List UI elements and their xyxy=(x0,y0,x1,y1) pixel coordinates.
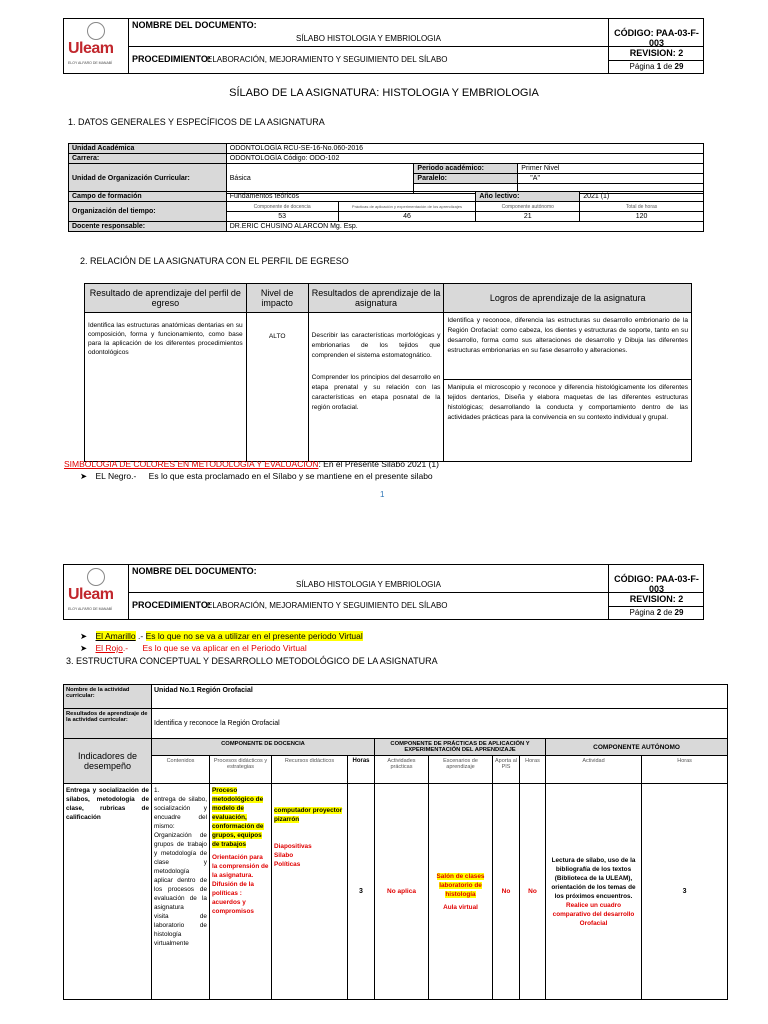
resources-yellow: computador proyector pizarrón xyxy=(274,807,343,823)
indicators-header: Indicadores de desempeño xyxy=(64,739,152,784)
anio-label: Año lectivo: xyxy=(476,192,580,202)
org-label: Unidad de Organización Curricular: xyxy=(69,164,227,194)
practical-activities-header: Actividades prácticas xyxy=(375,756,429,784)
profile-col4-header: Logros de aprendizaje de la asignatura xyxy=(444,284,692,313)
profile-table xyxy=(84,283,692,462)
hours2-header: Horas xyxy=(520,756,546,784)
practice-component-header: COMPONENTE DE PRÁCTICAS DE APLICACIÓN Y EXPERIMENTACIÓN DEL APRENDIZAJE xyxy=(375,739,546,756)
doc-code: CÓDIGO: PAA-03-F-003 xyxy=(609,565,704,593)
tiempo-label: Organización del tiempo: xyxy=(69,202,227,222)
symbology-rest: : En el Presente Silabo 2021 (1) xyxy=(318,459,439,469)
page-number-footer: 1 xyxy=(380,490,385,499)
scenarios-red: Aula virtual xyxy=(443,903,478,911)
amarillo-text: Es lo que no se va a utilizar en el presente periodo Virtual xyxy=(145,631,363,641)
campo-value: Fundamentos teóricos xyxy=(226,192,476,202)
revision: REVISION: 2 xyxy=(609,593,704,607)
amarillo-label: El Amarillo xyxy=(95,631,136,641)
activity-header: Actividad xyxy=(546,756,642,784)
structure-table xyxy=(63,684,728,1000)
scenarios-cell xyxy=(429,784,493,1000)
procedure-label: PROCEDIMIENTO: xyxy=(132,600,211,610)
horas-autonomo: 21 xyxy=(476,212,580,222)
doc-name-value: SÍLABO HISTOLOGIA Y EMBRIOLOGIA xyxy=(296,580,441,589)
negro-line xyxy=(80,471,433,482)
page-indicator: Página 2 de 29 xyxy=(629,608,684,617)
activity-results-value: Identifica y reconoce la Región Orofacial xyxy=(152,709,728,739)
logo-brand: Uleam xyxy=(68,586,114,603)
profile-col1-header: Resultado de aprendizaje del perfil de egreso xyxy=(85,284,247,313)
uleam-logo xyxy=(64,19,129,73)
processes-cell xyxy=(210,784,272,1000)
procedure-label: PROCEDIMIENTO: xyxy=(132,54,211,64)
activity-name-value: Unidad No.1 Región Orofacial xyxy=(152,685,728,709)
page1-header xyxy=(63,18,704,74)
teaching-component-header: COMPONENTE DE DOCENCIA xyxy=(152,739,375,756)
procedure-value: ELABORACIÓN, MEJORAMIENTO Y SEGUIMIENTO DEL SÍLABO xyxy=(207,55,448,64)
hours3-header: Horas xyxy=(642,756,728,784)
section2-heading: 2. RELACIÓN DE LA ASIGNATURA CON EL PERFIL DE EGRESO xyxy=(80,256,349,266)
processes-header: Procesos didácticos y estrategias xyxy=(210,756,272,784)
pis-value: No xyxy=(493,784,520,1000)
paralelo-label: Paralelo: xyxy=(414,174,518,184)
scenarios-yellow: Salón de clases laboratorio de histología xyxy=(436,872,485,898)
anio-value: 2021 (1) xyxy=(580,192,704,202)
achievement-1: Identifica y reconoce, diferencia las estructuras su desarrollo embrionario de la Región Orofacial: como cabeza, los dientes y estructuras de soporte, tanto en su desarrollo, forma como sus alteraciones de desarrollo y Dibuja las diferentes estructuras embrionarias en su fase desarrollo y alteraciones. xyxy=(444,313,692,380)
resources-red: Diapositivas Silabo Políticas xyxy=(274,843,312,868)
horas-docencia: 53 xyxy=(226,212,338,222)
contents-text: 1. entrega de silabo, socialización y encuadre del mismo: Organización de grupos de trabajo y metodología de clase y metodología aplicar dentro de los procesos de evaluación de la asignatura visita de laboratorio de histología virtualmente xyxy=(152,784,210,1000)
profile-col3-header: Resultados de aprendizaje de la asignatura xyxy=(308,284,444,313)
comp-practicas-header: Prácticas de aplicación y experimentación de los aprendizajes xyxy=(338,202,476,212)
activity-name-label: Nombre de la actividad curricular: xyxy=(64,685,152,709)
syllabus-title: SÍLABO DE LA ASIGNATURA: HISTOLOGIA Y EMBRIOLOGIA xyxy=(229,87,539,99)
negro-label: EL Negro.- xyxy=(95,471,137,481)
comp-autonomo-header: Componente autónomo xyxy=(476,202,580,212)
docente-value: DR.ERIC CHUSINO ALARCON Mg. Esp. xyxy=(226,222,703,232)
section3-heading: 3. ESTRUCTURA CONCEPTUAL Y DESARROLLO METODOLÓGICO DE LA ASIGNATURA xyxy=(66,656,438,666)
campo-label: Campo de formación xyxy=(69,192,227,202)
horas-practicas: 46 xyxy=(338,212,476,222)
resources-header: Recursos didácticos xyxy=(272,756,348,784)
doc-code: CÓDIGO: PAA-03-F-003 xyxy=(609,19,704,47)
symbology-line xyxy=(64,459,439,469)
carrera-value: ODONTOLOGÍA Código: ODO-102 xyxy=(226,154,703,164)
processes-red: Orientación para la comprensión de la asignatura. Difusión de la políticas : acuerdos y compromisos xyxy=(212,854,269,915)
docente-label: Docente responsable: xyxy=(69,222,227,232)
university-emblem-icon xyxy=(87,568,105,586)
unidad-label: Unidad Académica xyxy=(69,144,227,154)
carrera-label: Carrera: xyxy=(69,154,227,164)
impact-level: ALTO xyxy=(246,313,308,462)
arrow-bullet-icon: ➤ xyxy=(80,643,88,653)
page2-header xyxy=(63,564,704,620)
uleam-logo xyxy=(64,565,129,619)
achievement-2: Manipula el microscopio y reconoce y diferencia histológicamente los diferentes tejidos dentarios, Diseña y elabora maquetas de las diferentes estructuras histológicas; desarrollando la conducta y comportamiento dentro de las actividades prácticas para la convivencia en su contexto individual y grupal. xyxy=(444,380,692,462)
negro-text: Es lo que esta proclamado en el Sílabo y se mantiene en el presente silabo xyxy=(148,471,433,481)
time-org-table xyxy=(68,191,704,232)
processes-yellow: Proceso metodológico de modelo de evaluación, conformación de grupos, equipos de trabajos xyxy=(212,787,264,848)
doc-name-label: NOMBRE DEL DOCUMENTO: xyxy=(132,20,257,30)
indicator-text: Entrega y socialización de sílabos, metodología de clase, rubricas de calificación xyxy=(64,784,152,1000)
revision: REVISION: 2 xyxy=(609,47,704,61)
logo-subtitle: ELOY ALFARO DE MANABÍ xyxy=(68,61,113,65)
section1-heading: 1. DATOS GENERALES Y ESPECÍFICOS DE LA ASIGNATURA xyxy=(68,117,325,127)
amarillo-line: ➤ El Amarillo .- Es lo que no se va a utilizar en el presente periodo Virtual xyxy=(80,631,363,641)
comp-docencia-header: Componente de docencia xyxy=(226,202,338,212)
unidad-value: ODONTOLOGÍA RCU-SE-16-No.060-2016 xyxy=(226,144,703,154)
course-result-2: Comprender los principios del desarrollo en etapa prenatal y su relación con las características en etapa posnatal de la región orofacial. xyxy=(311,374,441,411)
page-indicator: Página 1 de 29 xyxy=(629,62,684,71)
hours-value: 3 xyxy=(348,784,375,1000)
paralelo-value: "A" xyxy=(518,174,704,184)
hours-header: Horas xyxy=(348,756,375,784)
activity-text: Lectura de sílabo, uso de la bibliografía de los textos (Biblioteca de la ULEAM), orientación de los temas de los próximos encuentros. xyxy=(551,856,636,900)
course-results xyxy=(308,313,444,462)
doc-name-label: NOMBRE DEL DOCUMENTO: xyxy=(132,566,257,576)
profile-result: Identifica las estructuras anatómicas dentarias en su composición, forma y funcionamiento, como base para la aplicación de los diferentes procedimientos odontológicos xyxy=(85,313,247,462)
logo-subtitle: ELOY ALFARO DE MANABÍ xyxy=(68,607,113,611)
scenarios-header: Escenarios de aprendizaje xyxy=(429,756,493,784)
rojo-line: ➤ El Rojo.- Es lo que se va aplicar en el Periodo Virtual xyxy=(80,643,307,653)
org-value: Básica xyxy=(226,164,414,194)
logo-brand: Uleam xyxy=(68,40,114,57)
total-horas-header: Total de horas xyxy=(580,202,704,212)
doc-name-value: SÍLABO HISTOLOGIA Y EMBRIOLOGIA xyxy=(296,34,441,43)
profile-col2-header: Nivel de impacto xyxy=(246,284,308,313)
procedure-value: ELABORACIÓN, MEJORAMIENTO Y SEGUIMIENTO DEL SÍLABO xyxy=(207,601,448,610)
activity-red: Realice un cuadro comparativo del desarrollo Orofacial xyxy=(552,901,635,927)
rojo-text: Es lo que se va aplicar en el Periodo Virtual xyxy=(142,643,307,653)
periodo-value: Primer Nivel xyxy=(518,164,704,174)
practical-activities-value: No aplica xyxy=(375,784,429,1000)
periodo-label: Periodo académico: xyxy=(414,164,518,174)
activity-results-label: Resultados de aprendizaje de la actividad curricular: xyxy=(64,709,152,739)
rojo-label: El Rojo xyxy=(95,643,123,653)
course-result-1: Describir las características morfológicas y embrionarias de los tejidos que comprenden el sistema estomatognático. xyxy=(311,332,441,359)
hours3-value: 3 xyxy=(642,784,728,1000)
autonomous-component-header: COMPONENTE AUTÓNOMO xyxy=(546,739,728,756)
symbology-title: SIMBOLOGIA DE COLORES EN METODOLOGIA Y EVALUACION xyxy=(64,459,319,469)
activity-cell xyxy=(546,784,642,1000)
pis-header: Aporta al PIS xyxy=(493,756,520,784)
horas-total: 120 xyxy=(580,212,704,222)
contents-header: Contenidos xyxy=(152,756,210,784)
resources-cell xyxy=(272,784,348,1000)
arrow-bullet-icon: ➤ xyxy=(80,631,88,641)
university-emblem-icon xyxy=(87,22,105,40)
hours2-value: No xyxy=(520,784,546,1000)
general-data-table xyxy=(68,143,704,194)
arrow-bullet-icon: ➤ xyxy=(80,471,88,481)
